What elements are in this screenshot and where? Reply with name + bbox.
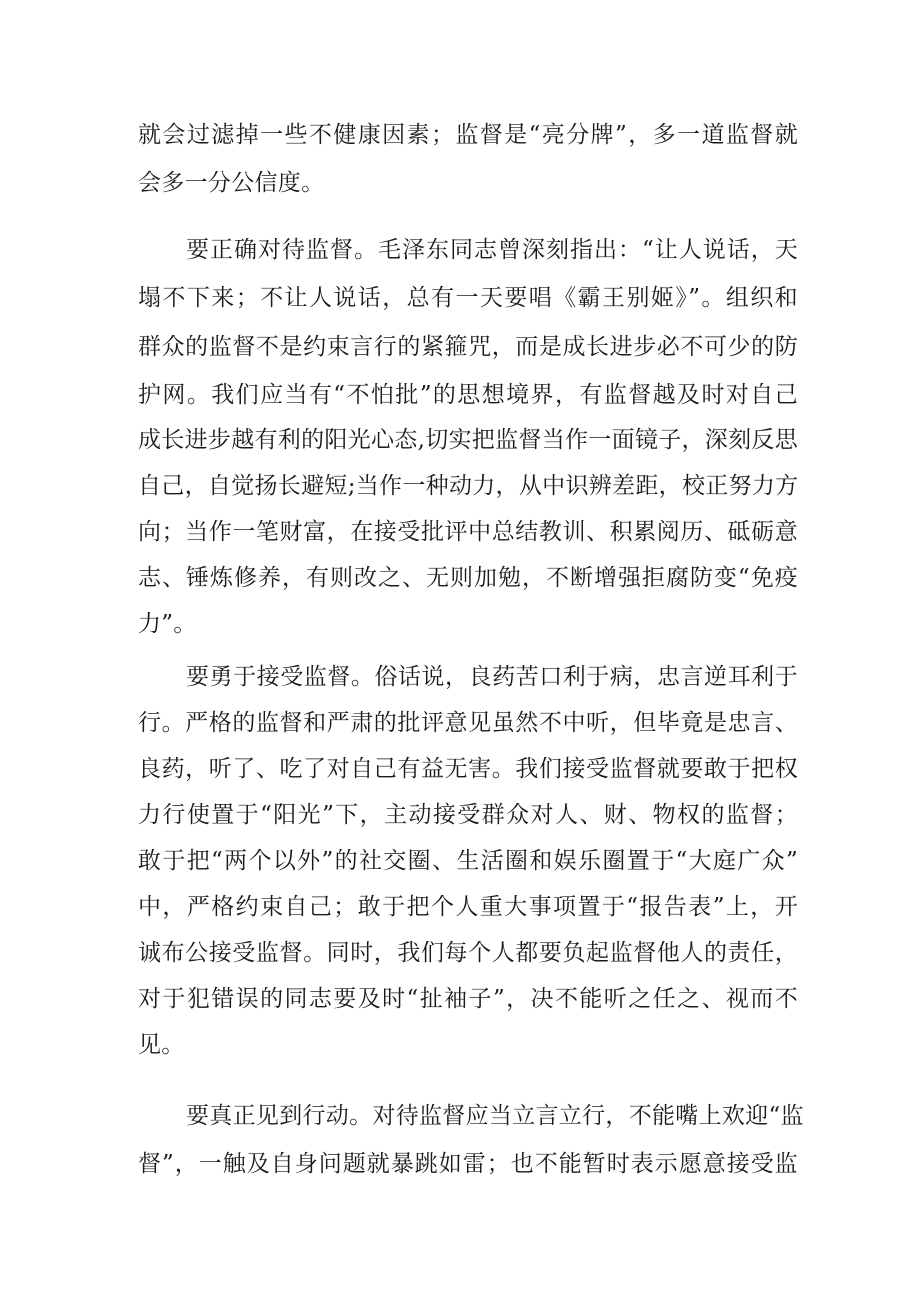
text-line: 塌不下来；不让人说话，总有一天要唱《霸王别姬》”。组织和 xyxy=(138,285,798,311)
text-line: 见。 xyxy=(138,1032,185,1058)
paragraph-first-line: 要勇于接受监督。俗话说，良药苦口利于病，忠言逆耳利于 xyxy=(186,664,798,690)
text-line: 行。严格的监督和严肃的批评意见虽然不中听，但毕竟是忠言、 xyxy=(138,710,798,736)
text-line: 中，严格约束自己；敢于把个人重大事项置于“报告表”上，开 xyxy=(138,894,798,920)
text-line: 良药，听了、吃了对自己有益无害。我们接受监督就要敢于把权 xyxy=(138,756,798,782)
text-line: 力行使置于“阳光”下，主动接受群众对人、财、物权的监督； xyxy=(138,802,798,828)
text-line: 自己，自觉扬长避短;当作一种动力，从中识辨差距，校正努力方 xyxy=(138,473,799,499)
text-line: 志、锤炼修养，有则改之、无则加勉，不断增强拒腐防变“免疫 xyxy=(138,565,798,591)
text-line: 群众的监督不是约束言行的紧箍咒，而是成长进步必不可少的防 xyxy=(138,334,798,360)
text-line: 督”，一触及自身问题就暴跳如雷；也不能暂时表示愿意接受监 xyxy=(138,1151,798,1177)
text-line: 诚布公接受监督。同时，我们每个人都要负起监督他人的责任， xyxy=(138,940,798,966)
text-line: 就会过滤掉一些不健康因素；监督是“亮分牌”，多一道监督就 xyxy=(138,122,798,148)
paragraph-first-line: 要正确对待监督。毛泽东同志曾深刻指出：“让人说话，天 xyxy=(186,237,798,263)
text-line: 对于犯错误的同志要及时“扯袖子”，决不能听之任之、视而不 xyxy=(138,986,798,1012)
text-line: 成长进步越有利的阳光心态,切实把监督当作一面镜子，深刻反思 xyxy=(138,427,799,453)
text-line: 护网。我们应当有“不怕批”的思想境界，有监督越及时对自己 xyxy=(138,382,798,408)
text-line: 会多一分公信度。 xyxy=(138,170,325,196)
paragraph-first-line: 要真正见到行动。对待监督应当立言立行，不能嘴上欢迎“监 xyxy=(186,1103,804,1129)
text-line: 敢于把“两个以外”的社交圈、生活圈和娱乐圈置于“大庭广众” xyxy=(138,848,798,874)
text-line: 力”。 xyxy=(138,611,197,637)
text-line: 向；当作一笔财富，在接受批评中总结教训、积累阅历、砥砺意 xyxy=(138,519,798,545)
